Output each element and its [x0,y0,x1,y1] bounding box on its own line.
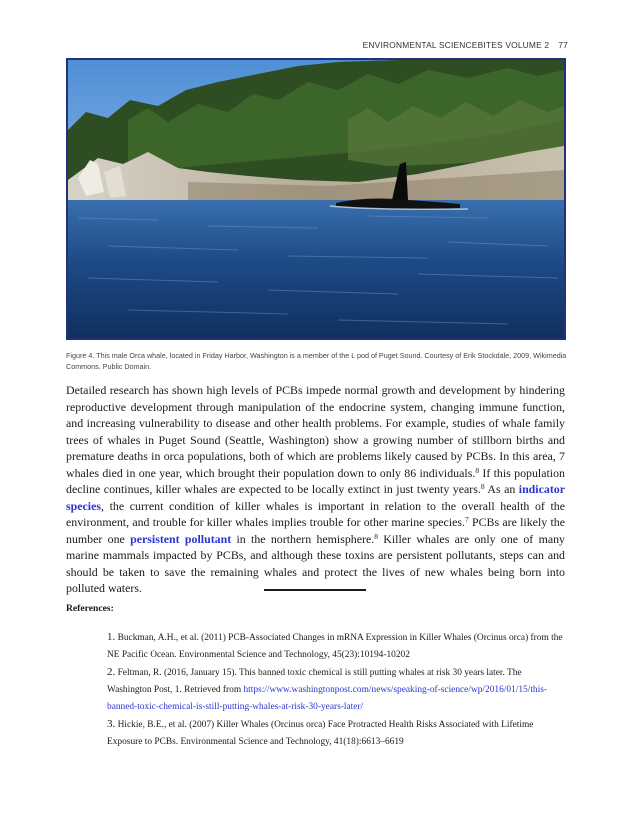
section-divider [264,589,366,591]
body-text-3: As an [484,482,519,496]
citation: 8 [480,482,485,491]
citation: 7 [465,515,469,524]
body-text-6: in the northern hemisphere. [231,531,375,546]
body-text-1: Detailed research has shown high levels of PCBs impede normal growth and development by hindering reproductive development through manipulation of the endocrine system, changing immune function, and increasing vulnerability to disease and other health problems. For example, studies of whale family trees of whales in Puget Sound (Seattle, Washington) show a growing number of stillborn births and premature deaths in orca populations, both of which are problems likely caused by PCBs. In this area, 7 whales died in one year, which brought their population down to only 86 individuals. [66,383,565,480]
running-head [363,40,568,50]
reference-text: Buckman, A.H., et al. (2011) PCB-Associated Changes in mRNA Expression in Killer Whales (Orcinus orca) from the NE Pacific Ocean. Environmental Science and Technology, 45(23):10194-10202 [107,633,563,660]
reference-url-link[interactable]: https://www.washingtonpost.com/news/speaking-of-science/wp/2016/01/15/this-banned-toxic-chemical-is-still-putting-whales-at-risk-30-years-later/ [107,685,547,712]
running-title: ENVIRONMENTAL SCIENCEBITES VOLUME 2 [362,40,550,50]
page-number: 77 [558,40,568,50]
reference-text: Feltman, R. (2016, January 15). This banned toxic chemical is still putting whales at risk 30 years later. The Washington Post, 1. Retrieved from [107,668,522,695]
reference-text: Hickie, B.E., et al. (2007) Killer Whales (Orcinus orca) Face Protracted Health Risks Associated with Lifetime Exposure to PCBs. Environmental Science and Technology, 41(18):6613–6619 [107,720,534,747]
orca-photo [66,58,566,340]
references-heading: References: [66,603,114,614]
citation: 8 [374,531,378,541]
body-text-4: , the current condition of killer whales is important in relation to the overall health of the environment, and trouble for killer whales implies trouble for other marine species. [66,498,565,529]
reference-item [107,664,565,716]
glossary-link-indicator-species[interactable]: indicator species [66,482,566,513]
body-text-2: If this population decline continues, killer whales are expected to be locally extinct in just twenty years. [66,465,565,496]
body-text-5: PCBs are likely the number one [66,515,565,546]
orca-whale-photo-icon [68,60,564,338]
body-text-7: Killer whales are only one of many marine mammals impacted by PCBs, and although these toxins are persistent pollutants, steps can and should be taken to save the remaining whales and protect the lives of new whales being born into polluted waters. [66,531,565,595]
reference-number: 1. [107,631,116,643]
references-list [107,629,565,751]
citation: 8 [475,465,480,475]
figure-caption: Figure 4. This male Orca whale, located in Friday Harbor, Washington is a member of the L pod of Puget Sound. Courtesy of Erik Stockdale, 2009, Wikimedia Commons. Public Domain. [66,351,567,371]
reference-item [107,629,565,664]
reference-number: 2. [107,666,116,678]
glossary-link-persistent-pollutant[interactable]: persistent pollutant [130,531,232,546]
reference-number: 3. [107,718,116,730]
reference-item [107,716,565,751]
body-paragraph [66,382,565,597]
